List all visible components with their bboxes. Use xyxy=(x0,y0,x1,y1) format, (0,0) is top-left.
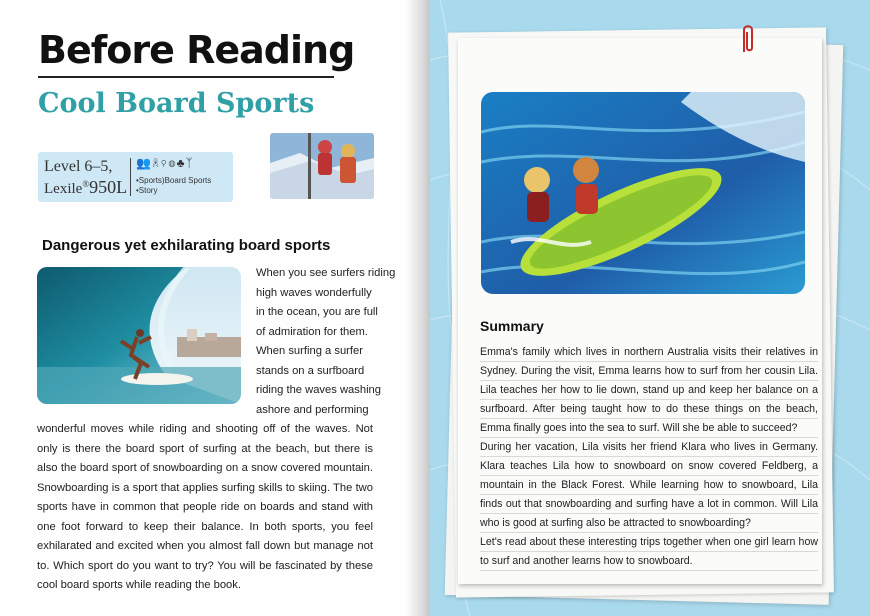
level-label: Level 6–5, xyxy=(44,158,113,175)
globe-icon: ◍ xyxy=(168,156,177,170)
topic-tags xyxy=(136,176,211,196)
topic-tag: •Sports)Board Sports xyxy=(136,176,212,185)
wrapped-column-final xyxy=(256,264,396,420)
summary-paragraph: During her vacation, Lila visits her friend Klara who lives in Germany. Klara teaches Lila how to snowboard on snow covered Feldberg, a mountain in the Black Forest. While learning how to snowboard, Lila finds out that snowboarding and surfing have a lot in common. Will Lila who is good at surfing also be attracted to snowboarding? xyxy=(480,438,818,533)
text-line: riding the waves washing xyxy=(256,384,381,396)
skull-icon: ☠ xyxy=(151,156,161,170)
book-title: Cool Board Sports xyxy=(38,88,315,119)
heading-underline xyxy=(38,76,334,78)
pin-icon: ⚲ xyxy=(160,156,169,170)
text-line: in the ocean, you are full xyxy=(256,306,378,318)
page-heading: Before Reading xyxy=(38,28,355,72)
text-line: When you see surfers riding xyxy=(256,267,396,279)
registered-mark: ® xyxy=(82,179,90,189)
story-illustration xyxy=(481,92,805,294)
cover-thumbnail xyxy=(270,133,374,199)
lexile-label xyxy=(44,177,127,198)
topic-icons xyxy=(136,156,194,170)
summary-paragraph: Let's read about these interesting trips together when one girl learn how to surf and another learns how to snowboard. xyxy=(480,533,818,571)
level-info-box xyxy=(38,152,233,202)
text-line: high waves wonderfully xyxy=(256,286,372,299)
section-title: Dangerous yet exhilarating board sports xyxy=(42,237,331,254)
figure-icon: ᛉ xyxy=(185,156,194,170)
text-line: When surfing a surfer xyxy=(256,345,363,357)
level-divider xyxy=(130,158,131,196)
text-line: stands on a surfboard xyxy=(256,364,365,377)
text-line: ashore and performing xyxy=(256,403,369,416)
lexile-prefix: Lexile xyxy=(44,181,83,197)
surfer-photo xyxy=(37,267,241,404)
tree-icon: ♣ xyxy=(176,156,186,170)
summary-title: Summary xyxy=(480,318,544,334)
text-line: of admiration for them. xyxy=(256,325,368,338)
intro-paragraph-rest: wonderful moves while riding and shooting off of the waves. Not only is there the board sport of surfing at the beach, but there is also the board sport of snowboarding on a snow covered mountain. Snowboarding is a sport that applies surfing skills to skiing. The two sports have in common that people ride on boards and stand with one foot forward to keep their balance. In both sports, you feel exhilarated and excited when you almost fall down but manage not to. Which sport do you want to try? You will be fascinated by these cool board sports while reading the book. xyxy=(37,423,373,591)
summary-paragraph: Emma's family which lives in northern Australia visits their relatives in Sydney. During the visit, Emma learns how to surf from her cousin Lila. Lila teaches her how to lie down, stand up and keep her balance on a surfboard. After being taught how to do these things on the beach, Emma finally goes into the sea to surf. Will she be able to succeed? xyxy=(480,343,818,438)
paperclip-icon xyxy=(740,22,756,56)
lexile-value: 950L xyxy=(89,177,128,197)
people-icon: 👥 xyxy=(136,156,152,170)
topic-tag: •Story xyxy=(136,186,158,195)
